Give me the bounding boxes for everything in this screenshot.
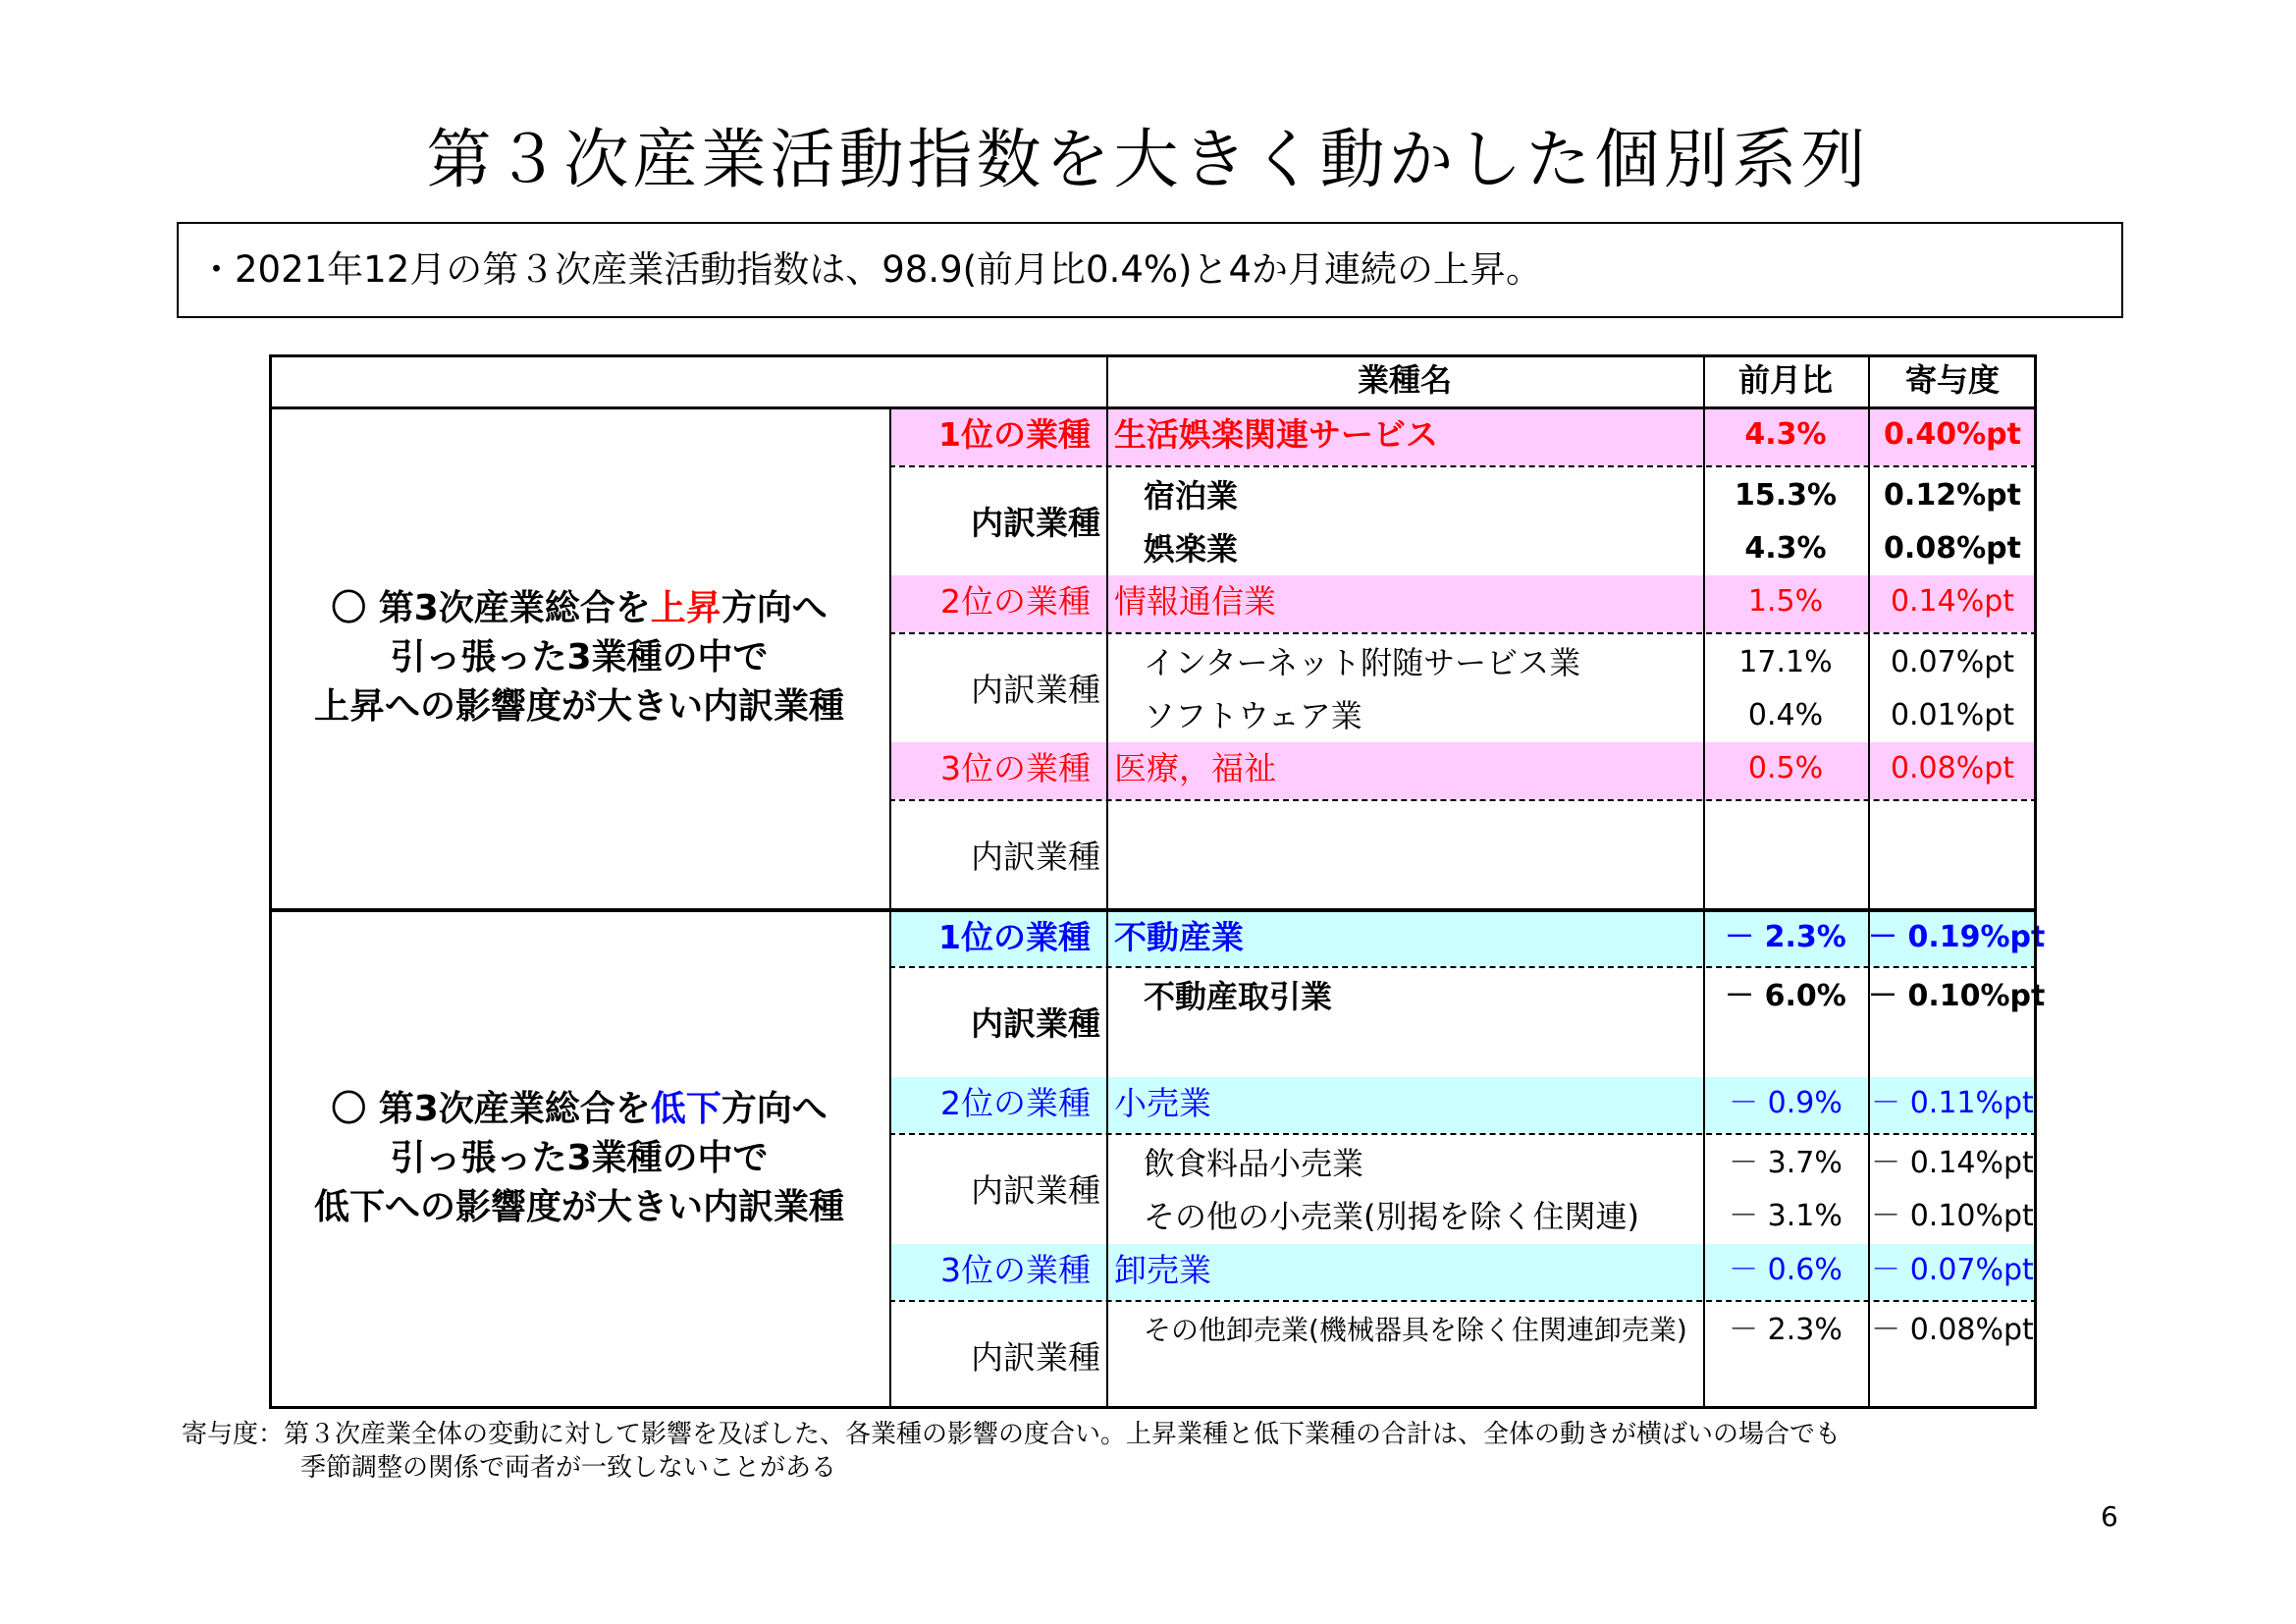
page-number: 6 (2101, 1500, 2118, 1533)
rank-label: 1位の業種 (938, 415, 1091, 454)
breakdown-label: 内訳業種 (971, 1338, 1100, 1377)
breakdown-label: 内訳業種 (971, 670, 1100, 709)
sub-industry-name: 飲食料品小売業 (1144, 1145, 1364, 1182)
label-suffix: 方向へ (721, 587, 828, 628)
label-prefix: 〇 第3次産業総合を (331, 587, 651, 628)
sub-industry-name: その他卸売業(機械器具を除く住関連卸売業) (1144, 1314, 1687, 1346)
breakdown-label: 内訳業種 (971, 1004, 1100, 1043)
breakdown-label: 内訳業種 (971, 503, 1100, 542)
sub-mom-value: － 3.7% (1729, 1146, 1842, 1180)
rank-label: 3位の業種 (940, 1251, 1091, 1289)
sub-contribution-value: 0.01%pt (1890, 698, 2015, 732)
sub-contribution-value: 0.07%pt (1890, 645, 2015, 679)
industry-name: 小売業 (1114, 1084, 1211, 1122)
sub-contribution-value: － 0.08%pt (1871, 1313, 2034, 1347)
sub-industry-name: 宿泊業 (1144, 477, 1239, 514)
sub-industry-name: その他の小売業(別掲を除く住関連) (1144, 1198, 1639, 1235)
contribution-value: － 0.07%pt (1871, 1253, 2034, 1287)
sub-mom-value: － 3.1% (1729, 1199, 1842, 1233)
mom-value: － 0.9% (1729, 1086, 1842, 1120)
breakdown-label: 内訳業種 (971, 838, 1100, 876)
rank-label: 2位の業種 (940, 1084, 1091, 1122)
header-mom: 前月比 (1737, 361, 1833, 399)
rank-label: 2位の業種 (940, 582, 1091, 621)
summary-box (177, 222, 2123, 318)
label-prefix: 〇 第3次産業総合を (331, 1089, 651, 1129)
sub-mom-value: 0.4% (1747, 698, 1824, 732)
group-label-line-3: 低下への影響度が大きい内訳業種 (313, 1187, 844, 1227)
industry-name: 不動産業 (1114, 918, 1244, 956)
sub-mom-value: － 2.3% (1729, 1313, 1842, 1347)
column-divider-2 (1106, 354, 1108, 1409)
sub-industry-name: 娯楽業 (1144, 530, 1239, 568)
sub-mom-value: － 6.0% (1725, 979, 1846, 1013)
sub-industry-name: ソフトウェア業 (1144, 697, 1362, 734)
label-highlight: 低下 (650, 1089, 721, 1129)
sub-contribution-value: － 0.14%pt (1871, 1146, 2034, 1180)
label-suffix: 方向へ (721, 1089, 828, 1129)
sub-mom-value: 4.3% (1744, 531, 1827, 566)
column-divider-4 (1868, 354, 1870, 1409)
group-label-line-2: 引っ張った3業種の中で (390, 1138, 769, 1178)
mom-value: － 0.6% (1729, 1253, 1842, 1287)
mom-value: 4.3% (1744, 417, 1827, 452)
sub-contribution-value: 0.08%pt (1884, 531, 2021, 566)
sub-mom-value: 17.1% (1738, 645, 1833, 679)
footnote-line-1: 寄与度：第３次産業全体の変動に対して影響を及ぼした、各業種の影響の度合い。上昇業種と低下業種の合計は、全体の動きが横ばいの場合でも (182, 1420, 1842, 1449)
header-industry: 業種名 (1357, 361, 1452, 399)
industry-name: 医療，福祉 (1114, 749, 1276, 787)
sub-contribution-value: － 0.10%pt (1868, 979, 2046, 1013)
breakdown-label: 内訳業種 (971, 1171, 1100, 1210)
footnote (182, 1418, 1841, 1485)
contribution-value: 0.40%pt (1884, 417, 2021, 452)
column-divider-3 (1703, 354, 1705, 1409)
sub-industry-name: 不動産取引業 (1144, 978, 1333, 1015)
table-outer-border (269, 354, 2046, 1409)
contribution-value: 0.08%pt (1890, 751, 2015, 785)
summary-text: ・2021年12月の第３次産業活動指数は、98.9(前月比0.4%)と4か月連続の上昇。 (198, 248, 1543, 291)
mom-value: 1.5% (1747, 584, 1824, 619)
label-highlight: 上昇 (650, 587, 721, 628)
rank-label: 3位の業種 (940, 749, 1091, 787)
mom-value: 0.5% (1747, 751, 1824, 785)
group-divider (269, 908, 2037, 912)
footnote-line-2: 季節調整の関係で両者が一致しないことがある (300, 1453, 837, 1483)
sub-industry-name: インターネット附随サービス業 (1144, 644, 1581, 681)
group-label-line-2: 引っ張った3業種の中で (390, 636, 769, 677)
sub-contribution-value: － 0.10%pt (1871, 1199, 2034, 1233)
contribution-value: 0.14%pt (1890, 584, 2015, 619)
column-divider-1 (889, 406, 891, 1409)
contribution-value: － 0.19%pt (1868, 920, 2046, 954)
contribution-value: － 0.11%pt (1871, 1086, 2034, 1120)
rank-label: 1位の業種 (938, 918, 1091, 956)
industry-name: 生活娯楽関連サービス (1114, 415, 1438, 454)
sub-contribution-value: 0.12%pt (1884, 478, 2021, 513)
header-contribution: 寄与度 (1904, 361, 2000, 399)
industry-name: 情報通信業 (1114, 582, 1276, 621)
page-title: 第３次産業活動指数を大きく動かした個別系列 (426, 122, 1870, 197)
sub-mom-value: 15.3% (1734, 478, 1838, 513)
mom-value: － 2.3% (1725, 920, 1846, 954)
group-label-line-3: 上昇への影響度が大きい内訳業種 (313, 685, 844, 727)
industry-name: 卸売業 (1114, 1251, 1211, 1289)
header-divider (269, 406, 2037, 409)
